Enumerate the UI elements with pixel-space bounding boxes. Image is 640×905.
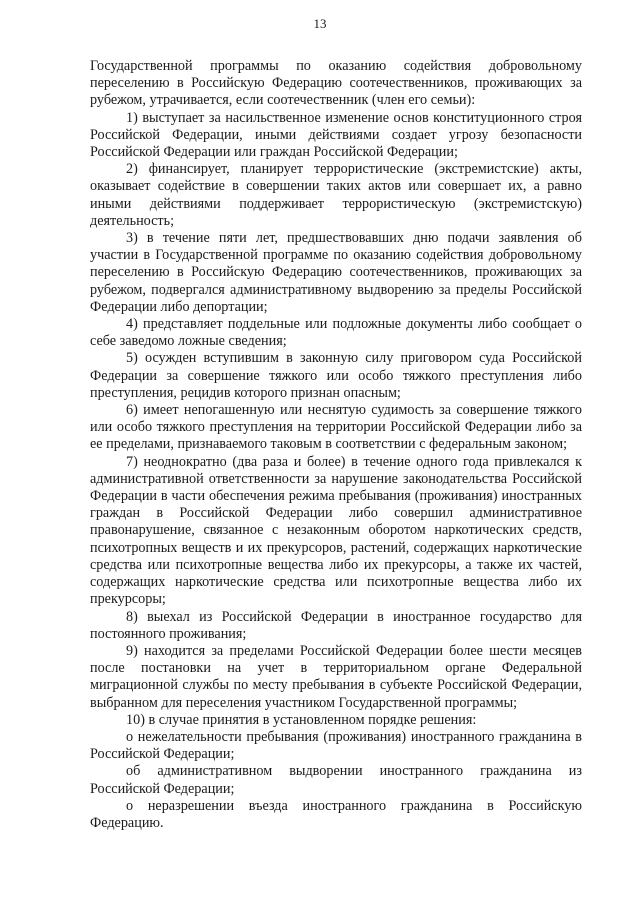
paragraph: 4) представляет поддельные или подложные документы либо сообщает о себе заведомо ложные сведения; — [90, 316, 582, 350]
paragraph: 2) финансирует, планирует террористические (экстремистские) акты, оказывает содействие в совершении таких актов или совершает их, а равно иными действиями поддерживает террористическую (экстремистскую) деятельность; — [90, 161, 582, 229]
paragraph: о нежелательности пребывания (проживания) иностранного гражданина в Российской Федерации; — [90, 728, 582, 763]
paragraph: об административном выдворении иностранного гражданина из Российской Федерации; — [90, 763, 582, 797]
paragraph: 5) осужден вступившим в законную силу приговором суда Российской Федерации за совершение тяжкого или особо тяжкого преступления либо преступления, рецидив которого признан опасным; — [90, 350, 582, 401]
paragraph: 8) выехал из Российской Федерации в иностранное государство для постоянного проживания; — [90, 608, 582, 642]
paragraph: 9) находится за пределами Российской Федерации более шести месяцев после постановки на учет в территориальном органе Федеральной миграционной службы по месту пребывания в субъекте Российской Федерации, выбранном для переселения участником Государственной программы; — [90, 642, 582, 711]
paragraph: 3) в течение пяти лет, предшествовавших дню подачи заявления об участии в Государственной программе по оказанию содействия добровольному переселению в Российскую Федерацию соотечественников, проживающих за рубежом, подвергался административному выдворению за пределы Российской Федерации либо депортации; — [90, 230, 582, 315]
paragraph: 7) неоднократно (два раза и более) в течение одного года привлекался к административной ответственности за нарушение законодательства Российской Федерации в части обеспечения режима пребывания (проживания) иностранных граждан в Российской Федерации либо совершил административное правонарушение, связанное с незаконным оборотом наркотических средств, психотропных веществ и их прекурсоров, растений, содержащих наркотические средства или психотропные вещества либо их прекурсоры, а также их частей, содержащих наркотические средства или психотропные вещества либо их прекурсоры; — [90, 453, 582, 608]
paragraph: 10) в случае принятия в установленном порядке решения: — [126, 711, 477, 728]
document-body — [90, 58, 582, 832]
paragraph: 6) имеет непогашенную или неснятую судимость за совершение тяжкого или особо тяжкого преступления на территории Российской Федерации либо за ее пределами, признаваемого таковым в соответствии с федеральным законом; — [90, 402, 582, 453]
paragraph: о неразрешении въезда иностранного гражданина в Российскую Федерацию. — [90, 797, 582, 831]
page-number: 13 — [313, 16, 327, 31]
paragraph: 1) выступает за насильственное изменение основ конституционного строя Российской Федерации, иными действиями создает угрозу безопасности Российской Федерации или граждан Российской Федерации; — [90, 109, 582, 161]
paragraph: Государственной программы по оказанию содействия добровольному переселению в Российскую Федерацию соотечественников, проживающих за рубежом, утрачивается, если соотечественник (член его семьи): — [90, 58, 582, 109]
